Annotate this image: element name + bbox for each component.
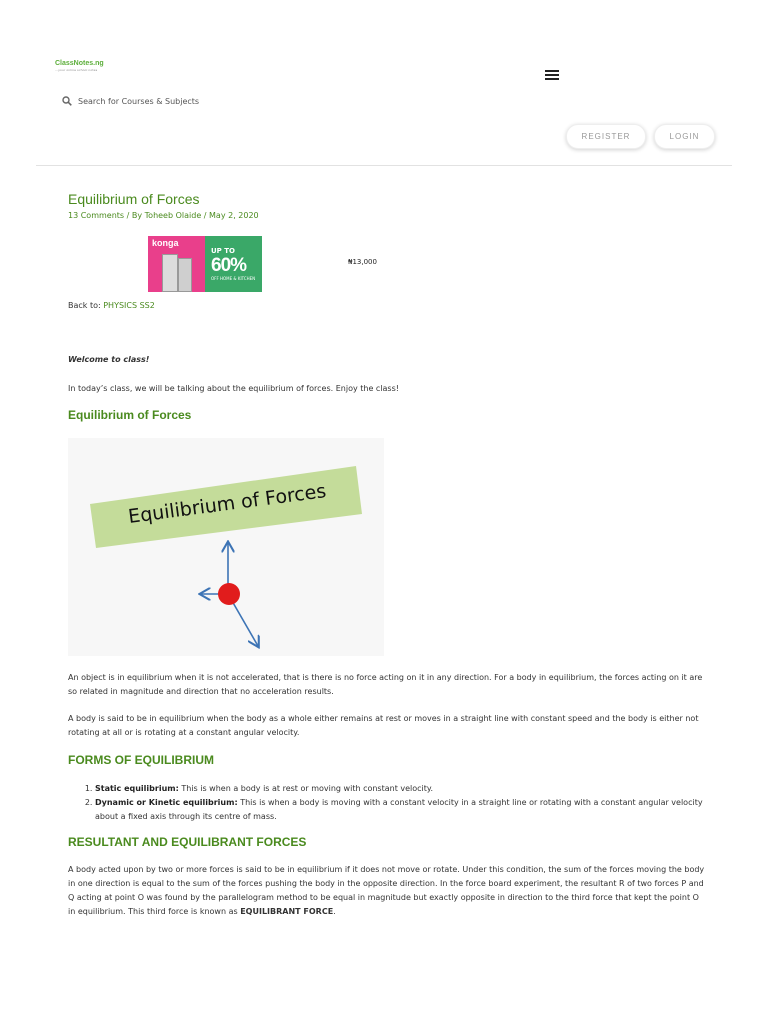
post-meta	[68, 211, 259, 220]
page-title: Equilibrium of Forces	[68, 191, 200, 207]
author-link[interactable]: Toheeb Olaide	[144, 211, 202, 220]
search-bar	[62, 94, 258, 108]
register-button[interactable]: REGISTER	[566, 124, 646, 149]
ad-off-text: OFF HOME & KITCHEN	[211, 276, 256, 281]
ad-percent: 60%	[211, 255, 247, 276]
figure-label: Equilibrium of Forces	[126, 480, 328, 528]
section-heading-resultant: RESULTANT AND EQUILIBRANT FORCES	[68, 835, 307, 849]
breadcrumb	[68, 301, 155, 310]
paragraph-1: An object is in equilibrium when it is not accelerated, that is there is no force acting on it in any direction. For a body in equilibrium, the forces acting on it are so related in magnitude and direction that no acceleration results.	[68, 673, 703, 696]
ad-upto: UP TO	[211, 247, 235, 255]
logo-tagline: ...your online school notes	[55, 68, 98, 72]
list-text: This is when a body is at rest or moving with constant velocity.	[178, 784, 434, 793]
login-button[interactable]: LOGIN	[654, 124, 715, 149]
paragraph-3-bold: EQUILIBRANT FORCE	[240, 907, 334, 916]
fridge-image	[162, 254, 178, 292]
site-logo[interactable]	[55, 60, 115, 72]
back-link[interactable]: PHYSICS SS2	[103, 301, 155, 310]
ad-brand: konga	[152, 238, 179, 248]
ad-price: ₦13,000	[348, 258, 377, 266]
welcome-text: Welcome to class!	[68, 355, 150, 364]
by-separator: / By	[124, 211, 145, 220]
search-icon[interactable]	[62, 96, 72, 106]
forms-list	[68, 782, 708, 824]
post-date[interactable]: May 2, 2020	[209, 211, 259, 220]
paragraph-2: A body is said to be in equilibrium when the body as a whole either remains at rest or moves in a straight line with constant speed and the body is either not rotating at all or is rotating at a constant angular velocity.	[68, 714, 699, 737]
paragraph-3	[68, 863, 708, 919]
paragraph-3-end: .	[333, 907, 336, 916]
logo-text: ClassNotes.ng	[55, 60, 104, 67]
comments-link[interactable]: 13 Comments	[68, 211, 125, 220]
paragraph-3-text: A body acted upon by two or more forces is said to be in equilibrium if it does not move or rotate. Under this condition, the sum of the forces moving the body in one direction is equal to the sum of the forces pushing the body in the opposite direction. In the force board experiment, the resultant R of two forces P and Q acting at point O was found by the parallelogram method to be equal in magnitude but exactly opposite in direction to the third force that kept the point O in equilibrium. This third force is known as	[68, 865, 705, 916]
list-item	[95, 782, 708, 796]
fridge-image	[178, 258, 192, 292]
list-text: This is when a body is moving with a constant velocity in a straight line or rotating with a constant angular velocity about a fixed axis through its centre of mass.	[95, 798, 703, 821]
body-dot	[218, 583, 240, 605]
section-heading: Equilibrium of Forces	[68, 408, 192, 422]
ad-banner[interactable]	[148, 236, 262, 292]
equilibrium-figure	[68, 438, 384, 656]
list-term: Static equilibrium:	[95, 784, 179, 793]
search-input[interactable]	[78, 97, 258, 106]
list-term: Dynamic or Kinetic equilibrium:	[95, 798, 238, 807]
section-heading-forms: FORMS OF EQUILIBRIUM	[68, 753, 214, 767]
intro-paragraph: In today’s class, we will be talking about the equilibrium of forces. Enjoy the class!	[68, 384, 399, 393]
header-divider	[36, 165, 732, 166]
back-prefix: Back to:	[68, 301, 104, 310]
hamburger-menu-icon[interactable]	[545, 70, 559, 81]
date-separator: /	[201, 211, 210, 220]
list-item	[95, 796, 708, 824]
ad-offer-panel	[205, 236, 262, 292]
